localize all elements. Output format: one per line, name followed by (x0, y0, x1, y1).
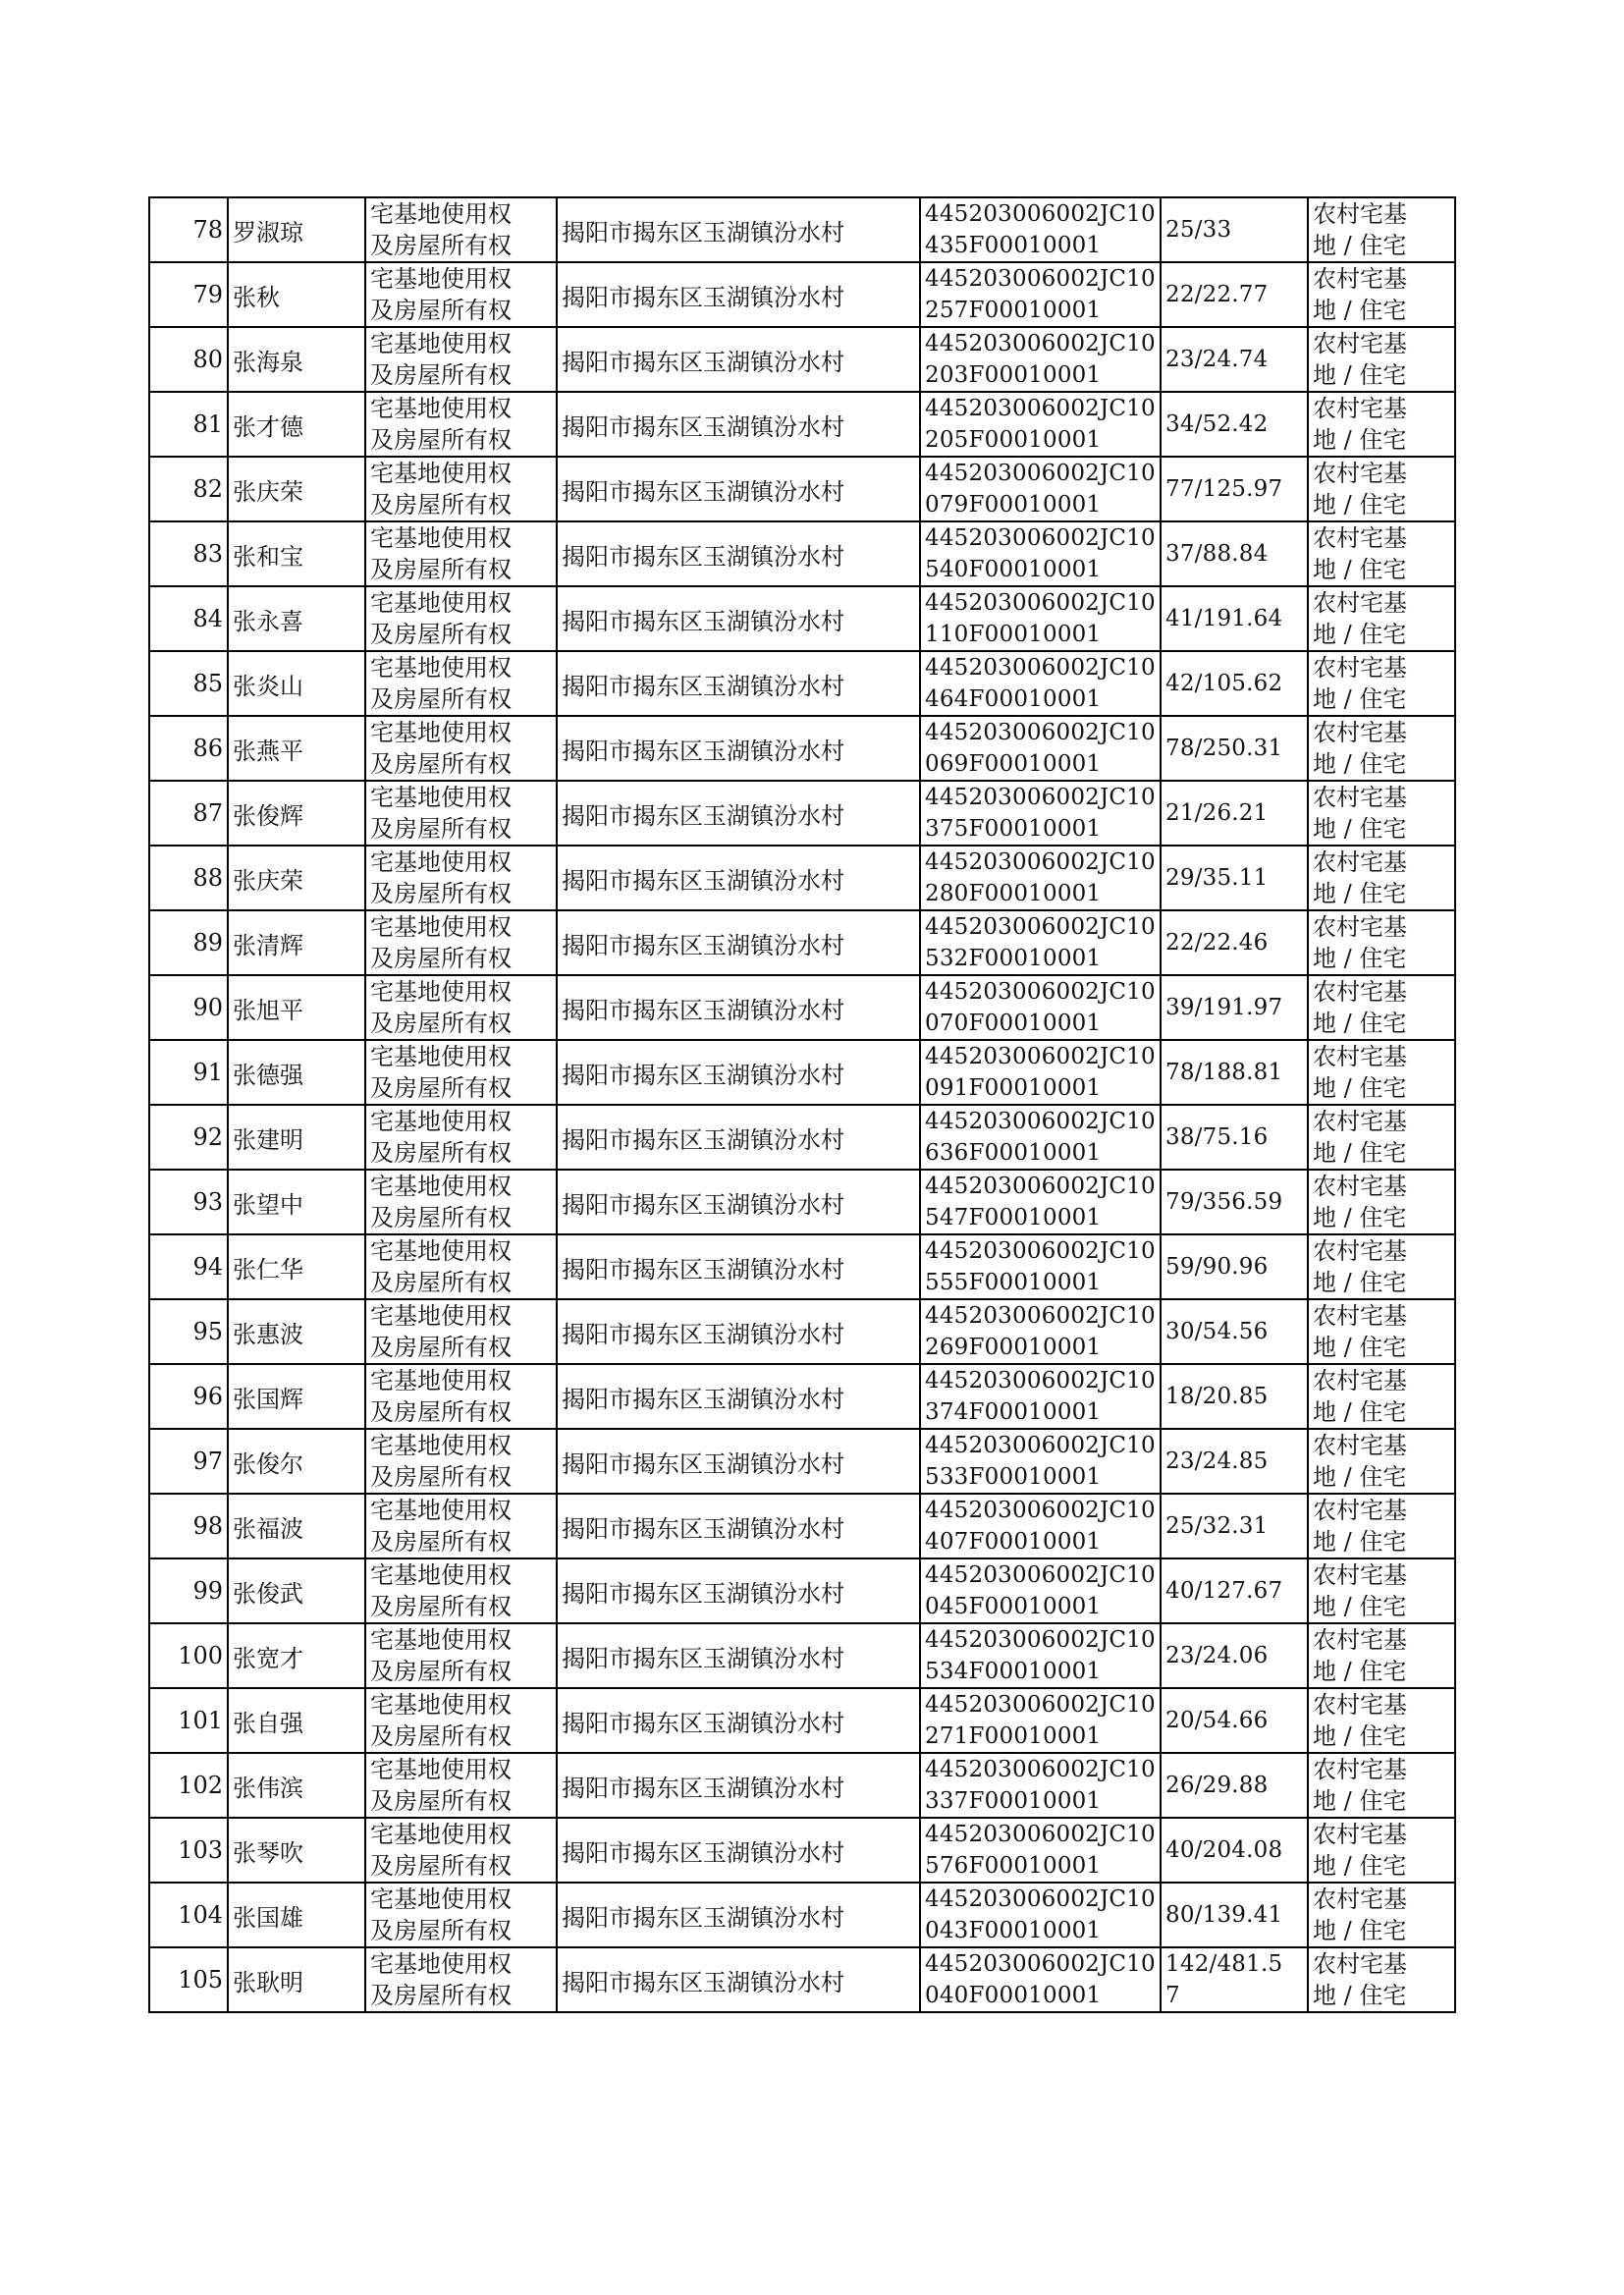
unit-number: 445203006002JC10 435F00010001 (920, 197, 1161, 262)
right-type: 宅基地使用权 及房屋所有权 (365, 1364, 557, 1429)
unit-number: 445203006002JC10 576F00010001 (920, 1818, 1161, 1883)
table-row (149, 197, 1455, 262)
owner-name: 张仁华 (228, 1234, 365, 1299)
owner-name: 罗淑琼 (228, 197, 365, 262)
unit-number: 445203006002JC10 070F00010001 (920, 975, 1161, 1040)
table-row (149, 1170, 1455, 1234)
right-type: 宅基地使用权 及房屋所有权 (365, 197, 557, 262)
unit-number: 445203006002JC10 091F00010001 (920, 1040, 1161, 1105)
property-location: 揭阳市揭东区玉湖镇汾水村 (557, 197, 920, 262)
property-location: 揭阳市揭东区玉湖镇汾水村 (557, 1170, 920, 1234)
row-number: 85 (149, 651, 228, 716)
row-number: 81 (149, 392, 228, 457)
land-use: 农村宅基 地 / 住宅 (1308, 1688, 1455, 1753)
table-row (149, 1818, 1455, 1883)
property-location: 揭阳市揭东区玉湖镇汾水村 (557, 1623, 920, 1688)
property-location: 揭阳市揭东区玉湖镇汾水村 (557, 586, 920, 651)
area-value: 37/88.84 (1161, 521, 1308, 586)
unit-number: 445203006002JC10 079F00010001 (920, 457, 1161, 521)
owner-name: 张惠波 (228, 1299, 365, 1364)
area-value: 41/191.64 (1161, 586, 1308, 651)
registry-table (148, 196, 1456, 2013)
land-use: 农村宅基 地 / 住宅 (1308, 846, 1455, 910)
right-type: 宅基地使用权 及房屋所有权 (365, 1105, 557, 1170)
table-row (149, 1429, 1455, 1494)
table-row (149, 1299, 1455, 1364)
row-number: 95 (149, 1299, 228, 1364)
right-type: 宅基地使用权 及房屋所有权 (365, 975, 557, 1040)
row-number: 94 (149, 1234, 228, 1299)
table-row (149, 781, 1455, 846)
property-location: 揭阳市揭东区玉湖镇汾水村 (557, 1947, 920, 2012)
land-use: 农村宅基 地 / 住宅 (1308, 327, 1455, 392)
area-value: 79/356.59 (1161, 1170, 1308, 1234)
property-location: 揭阳市揭东区玉湖镇汾水村 (557, 392, 920, 457)
land-use: 农村宅基 地 / 住宅 (1308, 197, 1455, 262)
table-row (149, 1040, 1455, 1105)
land-use: 农村宅基 地 / 住宅 (1308, 262, 1455, 327)
property-location: 揭阳市揭东区玉湖镇汾水村 (557, 716, 920, 781)
area-value: 40/204.08 (1161, 1818, 1308, 1883)
row-number: 91 (149, 1040, 228, 1105)
right-type: 宅基地使用权 及房屋所有权 (365, 1623, 557, 1688)
area-value: 40/127.67 (1161, 1558, 1308, 1623)
land-use: 农村宅基 地 / 住宅 (1308, 1364, 1455, 1429)
land-use: 农村宅基 地 / 住宅 (1308, 1753, 1455, 1818)
property-location: 揭阳市揭东区玉湖镇汾水村 (557, 910, 920, 975)
unit-number: 445203006002JC10 374F00010001 (920, 1364, 1161, 1429)
owner-name: 张耿明 (228, 1947, 365, 2012)
area-value: 21/26.21 (1161, 781, 1308, 846)
unit-number: 445203006002JC10 069F00010001 (920, 716, 1161, 781)
area-value: 77/125.97 (1161, 457, 1308, 521)
table-row (149, 1753, 1455, 1818)
unit-number: 445203006002JC10 043F00010001 (920, 1883, 1161, 1947)
row-number: 99 (149, 1558, 228, 1623)
table-row (149, 521, 1455, 586)
land-use: 农村宅基 地 / 住宅 (1308, 651, 1455, 716)
row-number: 97 (149, 1429, 228, 1494)
registry-table-body (149, 197, 1455, 2012)
property-location: 揭阳市揭东区玉湖镇汾水村 (557, 1818, 920, 1883)
land-use: 农村宅基 地 / 住宅 (1308, 1105, 1455, 1170)
unit-number: 445203006002JC10 257F00010001 (920, 262, 1161, 327)
land-use: 农村宅基 地 / 住宅 (1308, 1040, 1455, 1105)
table-row (149, 1105, 1455, 1170)
right-type: 宅基地使用权 及房屋所有权 (365, 586, 557, 651)
land-use: 农村宅基 地 / 住宅 (1308, 392, 1455, 457)
right-type: 宅基地使用权 及房屋所有权 (365, 457, 557, 521)
right-type: 宅基地使用权 及房屋所有权 (365, 392, 557, 457)
right-type: 宅基地使用权 及房屋所有权 (365, 1753, 557, 1818)
property-location: 揭阳市揭东区玉湖镇汾水村 (557, 1688, 920, 1753)
land-use: 农村宅基 地 / 住宅 (1308, 1818, 1455, 1883)
property-location: 揭阳市揭东区玉湖镇汾水村 (557, 846, 920, 910)
land-use: 农村宅基 地 / 住宅 (1308, 716, 1455, 781)
area-value: 26/29.88 (1161, 1753, 1308, 1818)
land-use: 农村宅基 地 / 住宅 (1308, 1170, 1455, 1234)
row-number: 82 (149, 457, 228, 521)
owner-name: 张伟滨 (228, 1753, 365, 1818)
row-number: 88 (149, 846, 228, 910)
right-type: 宅基地使用权 及房屋所有权 (365, 716, 557, 781)
area-value: 39/191.97 (1161, 975, 1308, 1040)
row-number: 80 (149, 327, 228, 392)
unit-number: 445203006002JC10 337F00010001 (920, 1753, 1161, 1818)
land-use: 农村宅基 地 / 住宅 (1308, 521, 1455, 586)
right-type: 宅基地使用权 及房屋所有权 (365, 1299, 557, 1364)
table-row (149, 846, 1455, 910)
property-location: 揭阳市揭东区玉湖镇汾水村 (557, 521, 920, 586)
table-row (149, 1494, 1455, 1558)
area-value: 25/32.31 (1161, 1494, 1308, 1558)
unit-number: 445203006002JC10 205F00010001 (920, 392, 1161, 457)
owner-name: 张建明 (228, 1105, 365, 1170)
right-type: 宅基地使用权 及房屋所有权 (365, 1429, 557, 1494)
table-row (149, 1623, 1455, 1688)
area-value: 80/139.41 (1161, 1883, 1308, 1947)
row-number: 103 (149, 1818, 228, 1883)
table-row (149, 327, 1455, 392)
right-type: 宅基地使用权 及房屋所有权 (365, 1494, 557, 1558)
area-value: 34/52.42 (1161, 392, 1308, 457)
row-number: 78 (149, 197, 228, 262)
property-location: 揭阳市揭东区玉湖镇汾水村 (557, 1558, 920, 1623)
row-number: 96 (149, 1364, 228, 1429)
property-location: 揭阳市揭东区玉湖镇汾水村 (557, 262, 920, 327)
right-type: 宅基地使用权 及房屋所有权 (365, 781, 557, 846)
owner-name: 张俊武 (228, 1558, 365, 1623)
row-number: 90 (149, 975, 228, 1040)
property-location: 揭阳市揭东区玉湖镇汾水村 (557, 975, 920, 1040)
land-use: 农村宅基 地 / 住宅 (1308, 1234, 1455, 1299)
unit-number: 445203006002JC10 269F00010001 (920, 1299, 1161, 1364)
right-type: 宅基地使用权 及房屋所有权 (365, 1170, 557, 1234)
land-use: 农村宅基 地 / 住宅 (1308, 1558, 1455, 1623)
owner-name: 张琴吹 (228, 1818, 365, 1883)
unit-number: 445203006002JC10 040F00010001 (920, 1947, 1161, 2012)
owner-name: 张自强 (228, 1688, 365, 1753)
area-value: 22/22.46 (1161, 910, 1308, 975)
table-row (149, 457, 1455, 521)
property-location: 揭阳市揭东区玉湖镇汾水村 (557, 327, 920, 392)
property-location: 揭阳市揭东区玉湖镇汾水村 (557, 781, 920, 846)
row-number: 83 (149, 521, 228, 586)
owner-name: 张旭平 (228, 975, 365, 1040)
land-use: 农村宅基 地 / 住宅 (1308, 975, 1455, 1040)
area-value: 23/24.74 (1161, 327, 1308, 392)
land-use: 农村宅基 地 / 住宅 (1308, 1494, 1455, 1558)
unit-number: 445203006002JC10 271F00010001 (920, 1688, 1161, 1753)
row-number: 86 (149, 716, 228, 781)
property-location: 揭阳市揭东区玉湖镇汾水村 (557, 651, 920, 716)
right-type: 宅基地使用权 及房屋所有权 (365, 1818, 557, 1883)
property-location: 揭阳市揭东区玉湖镇汾水村 (557, 457, 920, 521)
right-type: 宅基地使用权 及房屋所有权 (365, 846, 557, 910)
owner-name: 张俊辉 (228, 781, 365, 846)
owner-name: 张炎山 (228, 651, 365, 716)
unit-number: 445203006002JC10 375F00010001 (920, 781, 1161, 846)
property-location: 揭阳市揭东区玉湖镇汾水村 (557, 1105, 920, 1170)
table-row (149, 1558, 1455, 1623)
right-type: 宅基地使用权 及房屋所有权 (365, 1688, 557, 1753)
table-row (149, 1688, 1455, 1753)
unit-number: 445203006002JC10 110F00010001 (920, 586, 1161, 651)
owner-name: 张德强 (228, 1040, 365, 1105)
table-row (149, 651, 1455, 716)
unit-number: 445203006002JC10 547F00010001 (920, 1170, 1161, 1234)
row-number: 100 (149, 1623, 228, 1688)
row-number: 79 (149, 262, 228, 327)
unit-number: 445203006002JC10 407F00010001 (920, 1494, 1161, 1558)
row-number: 105 (149, 1947, 228, 2012)
area-value: 38/75.16 (1161, 1105, 1308, 1170)
right-type: 宅基地使用权 及房屋所有权 (365, 521, 557, 586)
owner-name: 张海泉 (228, 327, 365, 392)
area-value: 30/54.56 (1161, 1299, 1308, 1364)
table-row (149, 1364, 1455, 1429)
owner-name: 张福波 (228, 1494, 365, 1558)
property-location: 揭阳市揭东区玉湖镇汾水村 (557, 1429, 920, 1494)
unit-number: 445203006002JC10 280F00010001 (920, 846, 1161, 910)
area-value: 42/105.62 (1161, 651, 1308, 716)
row-number: 98 (149, 1494, 228, 1558)
property-location: 揭阳市揭东区玉湖镇汾水村 (557, 1364, 920, 1429)
right-type: 宅基地使用权 及房屋所有权 (365, 1558, 557, 1623)
area-value: 18/20.85 (1161, 1364, 1308, 1429)
land-use: 农村宅基 地 / 住宅 (1308, 586, 1455, 651)
table-row (149, 586, 1455, 651)
row-number: 104 (149, 1883, 228, 1947)
land-use: 农村宅基 地 / 住宅 (1308, 1299, 1455, 1364)
table-row (149, 392, 1455, 457)
owner-name: 张庆荣 (228, 457, 365, 521)
unit-number: 445203006002JC10 636F00010001 (920, 1105, 1161, 1170)
table-row (149, 262, 1455, 327)
table-row (149, 1883, 1455, 1947)
table-row (149, 975, 1455, 1040)
land-use: 农村宅基 地 / 住宅 (1308, 1947, 1455, 2012)
land-use: 农村宅基 地 / 住宅 (1308, 910, 1455, 975)
land-use: 农村宅基 地 / 住宅 (1308, 457, 1455, 521)
unit-number: 445203006002JC10 533F00010001 (920, 1429, 1161, 1494)
owner-name: 张宽才 (228, 1623, 365, 1688)
property-location: 揭阳市揭东区玉湖镇汾水村 (557, 1494, 920, 1558)
owner-name: 张燕平 (228, 716, 365, 781)
unit-number: 445203006002JC10 203F00010001 (920, 327, 1161, 392)
area-value: 22/22.77 (1161, 262, 1308, 327)
owner-name: 张秋 (228, 262, 365, 327)
owner-name: 张和宝 (228, 521, 365, 586)
area-value: 142/481.5 7 (1161, 1947, 1308, 2012)
land-use: 农村宅基 地 / 住宅 (1308, 1623, 1455, 1688)
owner-name: 张永喜 (228, 586, 365, 651)
row-number: 93 (149, 1170, 228, 1234)
right-type: 宅基地使用权 及房屋所有权 (365, 1234, 557, 1299)
area-value: 25/33 (1161, 197, 1308, 262)
owner-name: 张望中 (228, 1170, 365, 1234)
owner-name: 张俊尔 (228, 1429, 365, 1494)
property-location: 揭阳市揭东区玉湖镇汾水村 (557, 1753, 920, 1818)
unit-number: 445203006002JC10 555F00010001 (920, 1234, 1161, 1299)
area-value: 59/90.96 (1161, 1234, 1308, 1299)
land-use: 农村宅基 地 / 住宅 (1308, 781, 1455, 846)
owner-name: 张国辉 (228, 1364, 365, 1429)
owner-name: 张清辉 (228, 910, 365, 975)
unit-number: 445203006002JC10 464F00010001 (920, 651, 1161, 716)
owner-name: 张庆荣 (228, 846, 365, 910)
right-type: 宅基地使用权 及房屋所有权 (365, 651, 557, 716)
property-location: 揭阳市揭东区玉湖镇汾水村 (557, 1883, 920, 1947)
right-type: 宅基地使用权 及房屋所有权 (365, 327, 557, 392)
unit-number: 445203006002JC10 532F00010001 (920, 910, 1161, 975)
unit-number: 445203006002JC10 045F00010001 (920, 1558, 1161, 1623)
table-row (149, 1947, 1455, 2012)
area-value: 20/54.66 (1161, 1688, 1308, 1753)
area-value: 23/24.06 (1161, 1623, 1308, 1688)
row-number: 84 (149, 586, 228, 651)
owner-name: 张国雄 (228, 1883, 365, 1947)
row-number: 101 (149, 1688, 228, 1753)
property-location: 揭阳市揭东区玉湖镇汾水村 (557, 1234, 920, 1299)
table-row (149, 910, 1455, 975)
unit-number: 445203006002JC10 534F00010001 (920, 1623, 1161, 1688)
land-use: 农村宅基 地 / 住宅 (1308, 1883, 1455, 1947)
area-value: 78/250.31 (1161, 716, 1308, 781)
row-number: 92 (149, 1105, 228, 1170)
area-value: 23/24.85 (1161, 1429, 1308, 1494)
table-row (149, 716, 1455, 781)
area-value: 78/188.81 (1161, 1040, 1308, 1105)
right-type: 宅基地使用权 及房屋所有权 (365, 910, 557, 975)
table-row (149, 1234, 1455, 1299)
area-value: 29/35.11 (1161, 846, 1308, 910)
row-number: 102 (149, 1753, 228, 1818)
right-type: 宅基地使用权 及房屋所有权 (365, 1883, 557, 1947)
right-type: 宅基地使用权 及房屋所有权 (365, 262, 557, 327)
right-type: 宅基地使用权 及房屋所有权 (365, 1040, 557, 1105)
unit-number: 445203006002JC10 540F00010001 (920, 521, 1161, 586)
property-location: 揭阳市揭东区玉湖镇汾水村 (557, 1040, 920, 1105)
row-number: 87 (149, 781, 228, 846)
owner-name: 张才德 (228, 392, 365, 457)
row-number: 89 (149, 910, 228, 975)
property-location: 揭阳市揭东区玉湖镇汾水村 (557, 1299, 920, 1364)
right-type: 宅基地使用权 及房屋所有权 (365, 1947, 557, 2012)
land-use: 农村宅基 地 / 住宅 (1308, 1429, 1455, 1494)
